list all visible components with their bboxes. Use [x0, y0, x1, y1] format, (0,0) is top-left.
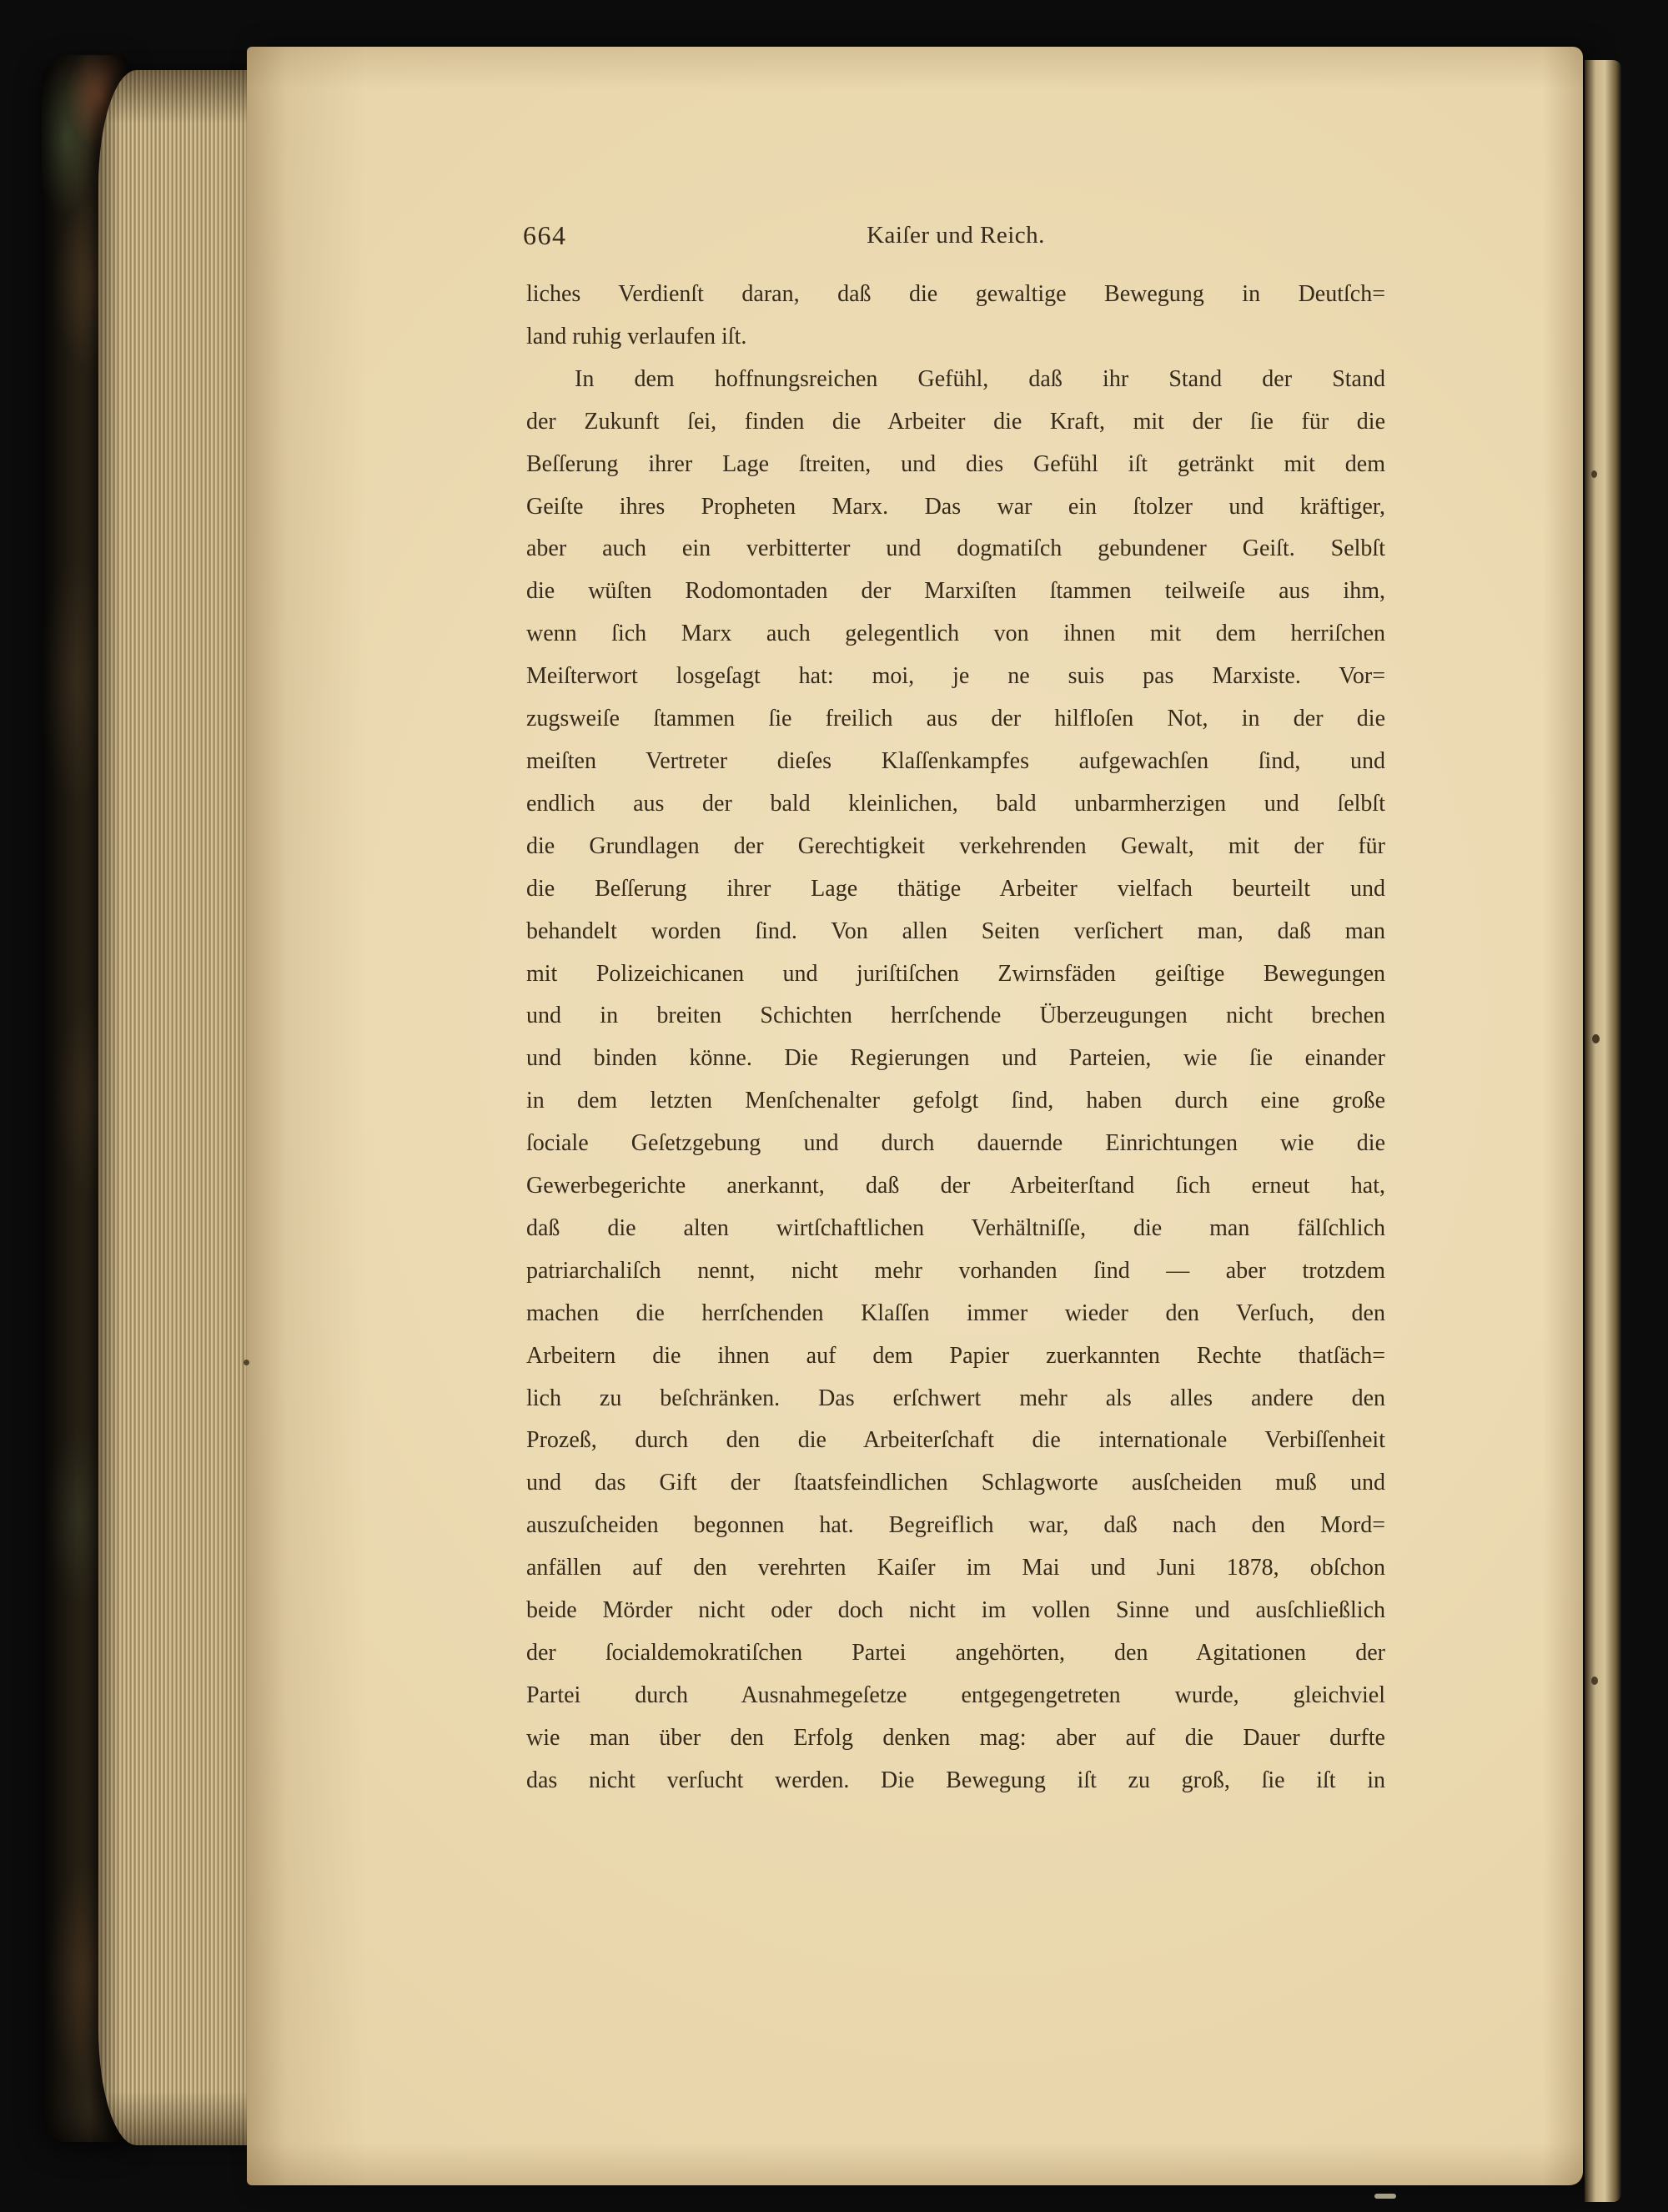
paper-fleck — [1374, 2194, 1396, 2199]
text-line: zugsweiſe ſtammen ſie freilich aus der hilfloſen Not, in der die — [526, 706, 1385, 732]
ink-speck — [244, 1360, 249, 1365]
text-line: Partei durch Ausnahmegeſetze entgegengetreten wurde, gleichviel — [526, 1682, 1385, 1708]
text-line: meiſten Vertreter dieſes Klaſſenkampfes aufgewachſen ſind, und — [526, 747, 1385, 774]
page-number: 664 — [523, 220, 567, 250]
adjacent-page-edge — [1585, 60, 1621, 2202]
text-line: machen die herrſchenden Klaſſen immer wieder den Verſuch, den — [526, 1300, 1385, 1326]
text-line: aber auch ein verbitterter und dogmatiſch gebundener Geiſt. Selbſt — [526, 535, 1385, 562]
book-page — [247, 47, 1583, 2185]
text-line: land ruhig verlaufen iſt. — [526, 323, 747, 349]
text-line: ſociale Geſetzgebung und durch dauernde Einrichtungen wie die — [526, 1130, 1385, 1157]
text-line: und binden könne. Die Regierungen und Parteien, wie ſie einander — [526, 1045, 1385, 1072]
text-line: endlich aus der bald kleinlichen, bald unbarmherzigen und ſelbſt — [526, 790, 1385, 817]
text-line: Meiſterwort losgeſagt hat: moi, je ne suis pas Marxiste. Vor= — [526, 663, 1385, 690]
page-header — [523, 219, 1385, 257]
text-line: in dem letzten Menſchenalter gefolgt ſind, haben durch eine große — [526, 1088, 1385, 1114]
text-line: die Beſſerung ihrer Lage thätige Arbeiter vielfach beurteilt und — [526, 875, 1385, 902]
text-line: das nicht verſucht werden. Die Bewegung iſt zu groß, ſie iſt in — [526, 1767, 1385, 1793]
text-line: wie man über den Erfolg denken mag: aber auf die Dauer durfte — [526, 1724, 1385, 1751]
text-line: In dem hoffnungsreichen Gefühl, daß ihr Stand der Stand — [575, 365, 1385, 392]
text-line: und in breiten Schichten herrſchende Überzeugungen nicht brechen — [526, 1003, 1385, 1029]
text-line: der ſocialdemokratiſchen Partei angehörten, den Agitationen der — [526, 1640, 1385, 1666]
page-edges-stack — [98, 70, 264, 2145]
text-line: Geiſte ihres Propheten Marx. Das war ein ſtolzer und kräftiger, — [526, 493, 1385, 520]
text-line: lich zu beſchränken. Das erſchwert mehr als alles andere den — [526, 1385, 1385, 1411]
text-line: wenn ſich Marx auch gelegentlich von ihnen mit dem herriſchen — [526, 621, 1385, 647]
text-line: mit Polizeichicanen und juriſtiſchen Zwirnsfäden geiſtige Bewegungen — [526, 960, 1385, 987]
ink-speck — [1591, 470, 1597, 478]
text-line: beide Mörder nicht oder doch nicht im vollen Sinne und ausſchließlich — [526, 1597, 1385, 1624]
ink-speck — [1591, 1677, 1598, 1685]
text-line: Prozeß, durch den die Arbeiterſchaft die internationale Verbiſſenheit — [526, 1427, 1385, 1454]
text-line: Beſſerung ihrer Lage ſtreiten, und dies Gefühl iſt getränkt mit dem — [526, 450, 1385, 477]
text-line: die wüſten Rodomontaden der Marxiſten ſtammen teilweiſe aus ihm, — [526, 578, 1385, 605]
text-line: die Grundlagen der Gerechtigkeit verkehrenden Gewalt, mit der für — [526, 832, 1385, 859]
running-header: Kaiſer und Reich. — [867, 222, 1045, 249]
text-line: und das Gift der ſtaatsfeindlichen Schlagworte ausſcheiden muß und — [526, 1470, 1385, 1496]
text-line: patriarchaliſch nennt, nicht mehr vorhanden ſind — aber trotzdem — [526, 1257, 1385, 1284]
text-line: behandelt worden ſind. Von allen Seiten verſichert man, daß man — [526, 917, 1385, 944]
body-text — [526, 274, 1385, 1802]
text-line: Gewerbegerichte anerkannt, daß der Arbeiterſtand ſich erneut hat, — [526, 1173, 1385, 1199]
text-line: der Zukunft ſei, finden die Arbeiter die Kraft, mit der ſie für die — [526, 408, 1385, 435]
text-line: Arbeitern die ihnen auf dem Papier zuerkannten Rechte thatſäch= — [526, 1342, 1385, 1369]
text-line: liches Verdienſt daran, daß die gewaltige Bewegung in Deutſch= — [526, 281, 1385, 307]
ink-speck — [1592, 1034, 1600, 1043]
text-line: daß die alten wirtſchaftlichen Verhältniſſe, die man fälſchlich — [526, 1214, 1385, 1241]
text-line: anfällen auf den verehrten Kaiſer im Mai und Juni 1878, obſchon — [526, 1555, 1385, 1581]
text-line: auszuſcheiden begonnen hat. Begreiflich war, daß nach den Mord= — [526, 1512, 1385, 1539]
